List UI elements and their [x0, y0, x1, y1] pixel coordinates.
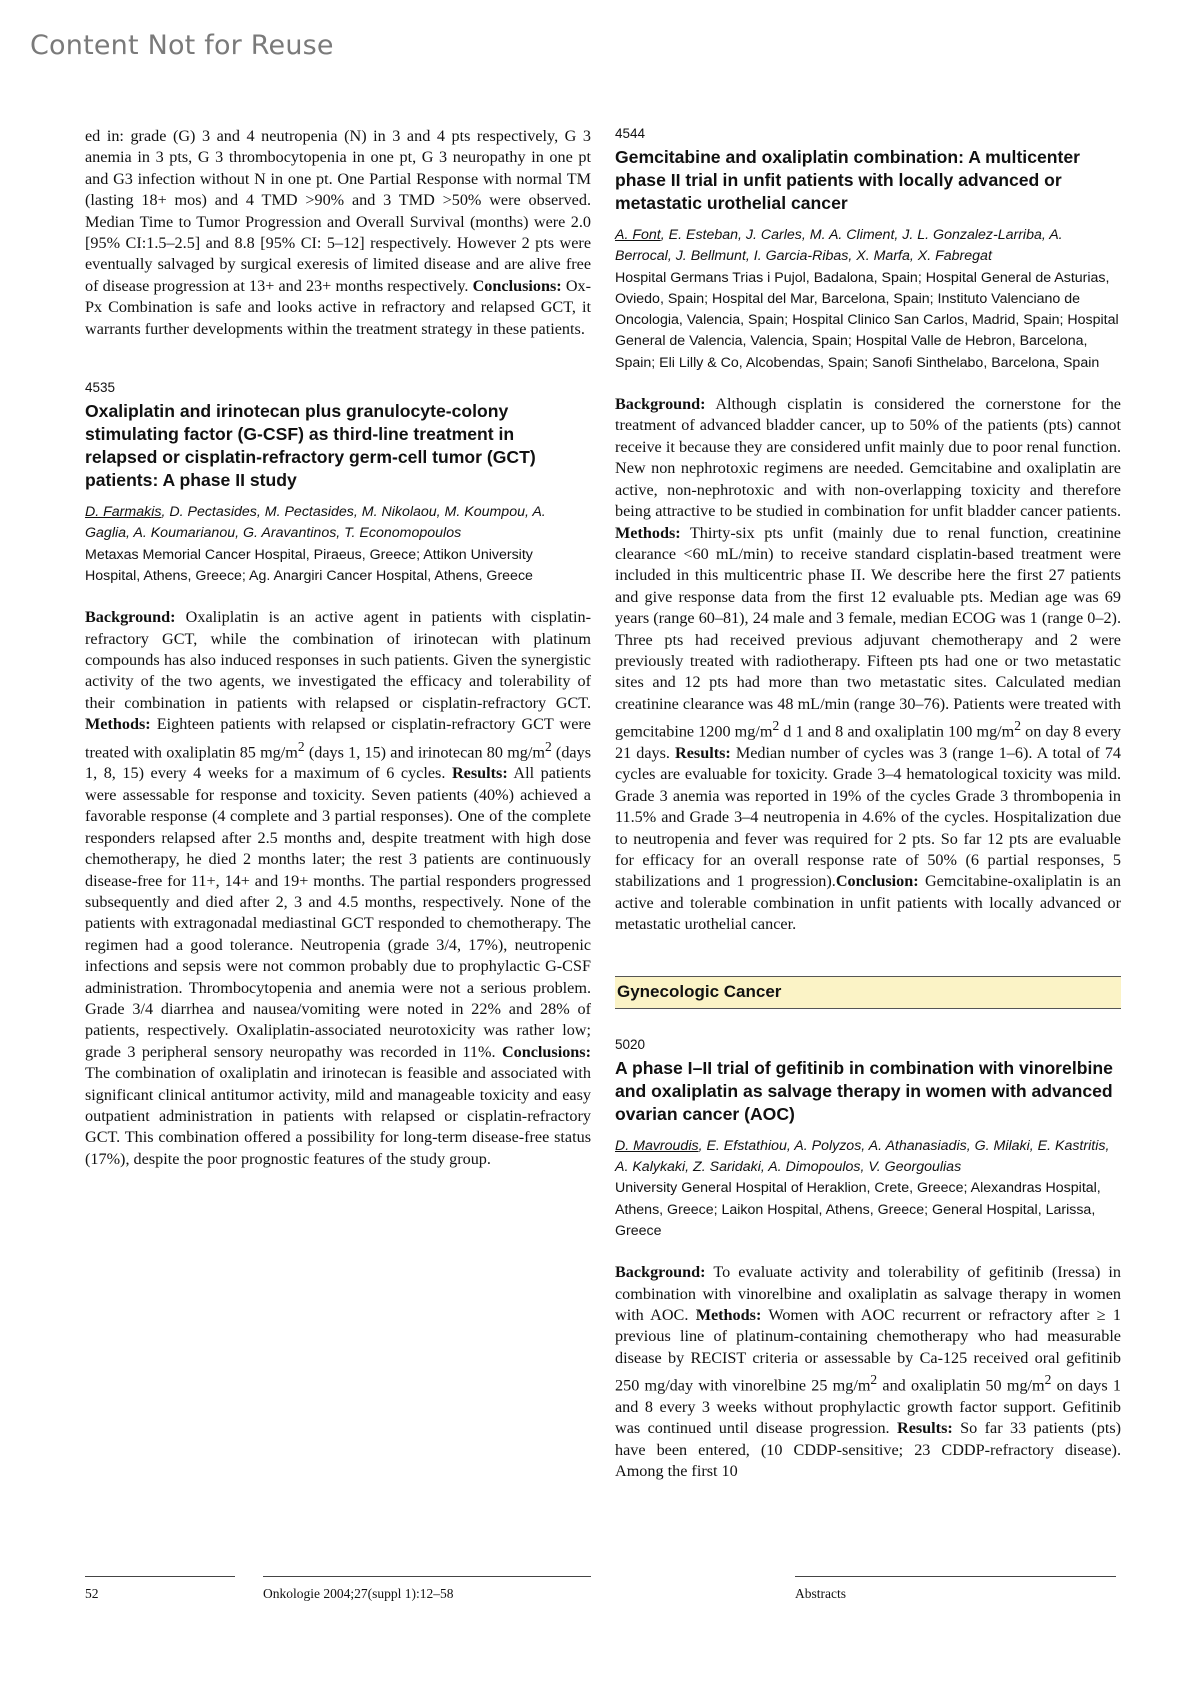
first-author: D. Mavroudis [615, 1137, 699, 1154]
methods-label: Methods: [615, 523, 681, 542]
content-not-for-reuse-watermark: Content Not for Reuse [30, 30, 334, 61]
background-text: To evaluate activity and tolerability of gefitinib (Iressa) in combination with vinorelbine and oxaliplatin as salvage therapy in women with AOC. [615, 1263, 1121, 1324]
background-label: Background: [615, 395, 706, 414]
author-list [615, 225, 1121, 268]
methods-text-a: Women with AOC recurrent or refractory after ≥ 1 previous line of platinum-containing chemotherapy who had measurable disease by RECIST criteria or assessable by Ca-125 received oral gefitinib 250 mg/day with vinorelbine 25 mg/m [615, 1305, 1121, 1395]
methods-text-b: and oxaliplatin 50 mg/m [877, 1376, 1045, 1395]
continued-results: ed in: grade (G) 3 and 4 neutropenia (N) in 3 and 4 pts respectively, G 3 anemia in 3 pts, G 3 thrombocytopenia in one pt, G 3 neuropathy in one pt and G3 infection without N in one pt. One Partial Response with normal TM (lasting 18+ mos) and 4 TMD >90% and 3 TMD >50% were observed. Median Time to Tumor Progression and Overall Survival (months) were 2.0 [95% CI:1.5–2.5] and 8.8 [95% CI: 5–12] respectively. However 2 pts were eventually salvaged by surgical exeresis of limited disease and are alive free of disease progression at 13+ and 23+ months respectively. [85, 127, 591, 295]
journal-citation: Onkologie 2004;27(suppl 1):12–58 [263, 1586, 454, 1601]
institutions: Hospital Germans Trias i Pujol, Badalona, Spain; Hospital General de Asturias, Oviedo, Spain; Hospital del Mar, Barcelona, Spain; Instituto Valenciano de Oncologia, Valencia, Spain; Hospital Clinico San Carlos, Madrid, Spain; Hospital General de Valencia, Valencia, Spain; Hospital Valle de Hebron, Barcelona, Spain; Eli Lilly & Co, Alcobendas, Spain; Sanofi Sinthelabo, Barcelona, Spain [615, 269, 1119, 371]
abstract-body [85, 607, 591, 1170]
co-authors: , D. Pectasides, M. Pectasides, M. Nikolaou, M. Koumpou, A. Gaglia, A. Koumarianou, G. Aravantinos, T. Economopoulos [85, 504, 546, 542]
methods-text-c: (days 1, 8, 15) every 4 weeks for a maximum of 6 cycles. [85, 743, 591, 783]
background-text: Oxaliplatin is an active agent in patients with cisplatin-refractory GCT, while the combination of irinotecan with platinum compounds has also induced responses in such patients. Given the synergistic activity of the two agents, we investigated the efficacy and tolerability of their combination in patients with relapsed or cisplatin-refractory GCT. [85, 608, 592, 712]
first-author: A. Font [615, 227, 661, 243]
institutions: Metaxas Memorial Cancer Hospital, Piraeus, Greece; Attikon University Hospital, Athens, Greece; Ag. Anargiri Cancer Hospital, Athens, Greece [85, 546, 533, 584]
continued-conclusions: Ox-Px Combination is safe and looks active in refractory and relapsed GCT, it warrants further developments within the treatment strategy in these patients. [85, 276, 592, 338]
conclusions-text: The combination of oxaliplatin and irinotecan is feasible and associated with significant clinical antitumor activity, mild and manageable toxicity and easy outpatient administration in patients with relapsed or cisplatin-refractory GCT. This combination offered a possibility for long-term disease-free status (17%), despite the poor prognostic features of the study group. [85, 1064, 591, 1168]
superscript: 2 [297, 738, 305, 754]
author-list [85, 502, 591, 545]
methods-text-a: Thirty-six pts unfit (mainly due to renal function, creatinine clearance <60 mL/min) to receive standard cisplatin-based treatment were included in this multicentric phase II. We describe here the first 27 patients and give response data from the first 12 evaluable pts. Median age was 69 years (range 60–81), 24 male and 3 female, median ECOG was 1 (range 0–2). Three pts had received previous adjuvant chemotherapy and 2 were previously treated with radiotherapy. Fifteen pts had one or two metastatic sites and 12 pts had more than two metastatic sites. Calculated median creatinine clearance was 48 mL/min (range 30–76). Patients were treated with gemcitabine 1200 mg/m [615, 523, 1121, 741]
right-column [615, 126, 1121, 1483]
abstract-body [615, 394, 1121, 936]
conclusions-label: Conclusions: [501, 1042, 591, 1061]
abstract-number: 5020 [615, 1036, 646, 1052]
page-number: 52 [85, 1586, 99, 1601]
superscript: 2 [1014, 718, 1022, 734]
abstract-4544 [615, 126, 1121, 936]
conclusion-label: Conclusion: [835, 872, 919, 891]
section-label: Abstracts [795, 1586, 846, 1601]
conclusions-label: Conclusions: [472, 276, 562, 295]
background-text: Although cisplatin is considered the cornerstone for the treatment of advanced bladder cancer, up to 50% of the patients (pts) cannot receive it because they are considered unfit mainly due to poor renal function. New non nephrotoxic regimens are needed. Gemcitabine and oxaliplatin are active, non-nephrotoxic and with non-overlapping toxicity and therefore being attractive to be studied in combination for unfit bladder cancer patients. [615, 395, 1121, 521]
methods-label: Methods: [85, 715, 151, 734]
abstract-title: A phase I–II trial of gefitinib in combination with vinorelbine and oxaliplatin as salvage therapy in women with advanced ovarian cancer (AOC) [615, 1057, 1113, 1124]
results-label: Results: [897, 1419, 953, 1438]
results-label: Results: [675, 743, 731, 762]
results-label: Results: [451, 764, 508, 783]
superscript: 2 [544, 738, 552, 754]
background-label: Background: [85, 608, 176, 627]
institutions: University General Hospital of Heraklion, Crete, Greece; Alexandras Hospital, Athens, Greece; Laikon Hospital, Athens, Greece; General Hospital, Larissa, Greece [615, 1180, 1101, 1239]
superscript: 2 [870, 1372, 878, 1388]
abstract-body [615, 1262, 1121, 1482]
methods-text-b: d 1 and 8 and oxaliplatin 100 mg/m [779, 722, 1015, 741]
abstract-title: Gemcitabine and oxaliplatin combination: A multicenter phase II trial in unfit patients with locally advanced or metastatic urothelial cancer [615, 147, 1080, 213]
methods-text-a: Eighteen patients with relapsed or cisplatin-refractory GCT were treated with oxaliplatin 85 mg/m [85, 715, 591, 762]
footer-rule-center [263, 1576, 591, 1577]
abstract-5020 [615, 1037, 1121, 1483]
continued-abstract-text [85, 126, 591, 340]
co-authors: , E. Esteban, J. Carles, M. A. Climent, J. L. Gonzalez-Larriba, A. Berrocal, J. Bellmunt, I. Garcia-Ribas, X. Marfa, X. Fabregat [615, 227, 1063, 265]
section-heading-gynecologic-cancer: Gynecologic Cancer [615, 976, 1121, 1009]
results-text: So far 33 patients (pts) have been entered, (10 CDDP-sensitive; 23 CDDP-refractory disease). Among the first 10 [615, 1419, 1122, 1481]
abstract-number: 4544 [615, 126, 646, 141]
methods-label: Methods: [695, 1305, 762, 1324]
superscript: 2 [1044, 1372, 1052, 1388]
author-list [615, 1136, 1121, 1179]
abstract-4535 [85, 380, 591, 1170]
first-author: D. Farmakis [85, 504, 162, 521]
abstract-title: Oxaliplatin and irinotecan plus granulocyte-colony stimulating factor (G-CSF) as third-line treatment in relapsed or cisplatin-refractory germ-cell tumor (GCT) patients: A phase II study [85, 401, 536, 491]
background-label: Background: [615, 1263, 706, 1282]
footer-rule-right [795, 1576, 1116, 1577]
methods-text-c: on days 1 and 8 every 3 weeks without prophylactic growth factor support. Gefitinib was continued until disease progression. [615, 1376, 1122, 1438]
co-authors: , E. Efstathiou, A. Polyzos, A. Athanasiadis, G. Milaki, E. Kastritis, A. Kalykaki, Z. Saridaki, A. Dimopoulos, V. Georgoulias [615, 1137, 1110, 1175]
footer-rule-left [85, 1576, 235, 1577]
conclusion-text: Gemcitabine-oxaliplatin is an active and tolerable combination in unfit patients with locally advanced or metastatic urothelial cancer. [615, 872, 1121, 934]
methods-text-c: on day 8 every 21 days. [615, 722, 1121, 762]
results-text: Median number of cycles was 3 (range 1–6). A total of 74 cycles are evaluable for toxicity. Grade 3–4 hematological toxicity was mild. Grade 3 anemia was reported in 19% of the cycles Grade 3 thrombopenia in 11.5% and Grade 3–4 neutropenia in 4.6% of the cycles. Hospitalization due to neutropenia and fever was required for 2 pts. So far 12 pts are evaluable for efficacy for an overall response rate of 50% (6 partial responses, 5 stabilizations and 1 progression). [615, 743, 1122, 891]
results-text: All patients were assessable for response and toxicity. Seven patients (40%) achieved a favorable response (4 complete and 3 partial responses). One of the complete responders relapsed after 2.5 months and, despite treatment with high dose chemotherapy, he died 2 months later; the rest 3 patients are continuously disease-free for 11+, 14+ and 19+ months. The partial responders progressed subsequently and died after 2, 3 and 4.5 months, respectively. None of the patients with extragonadal mediastinal GCT responded to chemotherapy. The regimen had a good tolerance. Neutropenia (grade 3/4, 17%), neutropenic infections and sepsis were not common probably due to prophylactic G-CSF administration. Thrombocytopenia and anemia were not a serious problem. Grade 3/4 diarrhea and nausea/vomiting were noted in 22% and 28% of patients, respectively. Oxaliplatin-associated neurotoxicity was rather low; grade 3 peripheral sensory neuropathy was recorded in 11%. [85, 764, 592, 1061]
methods-text-b: (days 1, 15) and irinotecan 80 mg/m [304, 743, 545, 762]
left-column [85, 126, 591, 1170]
superscript: 2 [772, 718, 780, 734]
abstract-number: 4535 [85, 380, 116, 396]
